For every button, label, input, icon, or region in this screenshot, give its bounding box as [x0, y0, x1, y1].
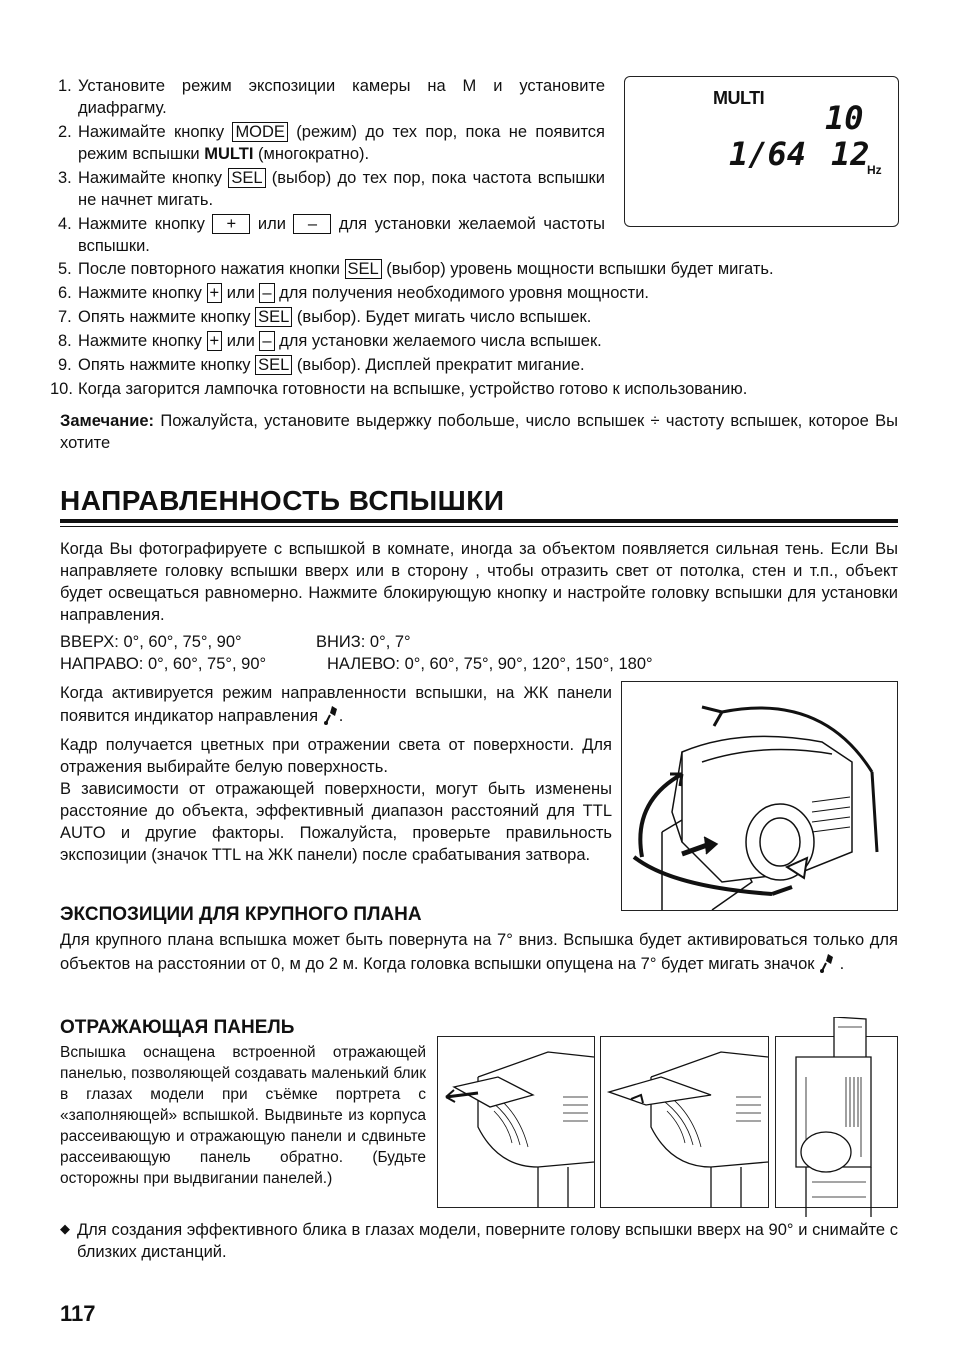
note-text: Пожалуйста, установите выдержку побольше, число вспышек ÷ частоту вспышек, которое Вы хотите — [60, 412, 898, 452]
sel-key: SEL — [255, 355, 292, 375]
plus-key: + — [212, 214, 250, 234]
closeup-indicator-icon — [819, 952, 835, 974]
section2-text: Для крупного плана вспышка может быть повернута на 7° вниз. Вспышка будет активироваться только для объектов на расстоянии от 0, м до 2 м. Когда головка вспышки опущена на 7° будет мигать значок . — [60, 931, 898, 973]
bounce-indicator-icon — [323, 704, 339, 726]
section-title-closeup: ЭКСПОЗИЦИИ ДЛЯ КРУПНОГО ПЛАНА — [60, 904, 422, 925]
angles-left: НАЛЕВО: 0°, 60°, 75°, 90°, 120°, 150°, 180° — [327, 655, 653, 673]
lcd-power: 1/64 — [729, 135, 807, 173]
bullet-diamond: ◆ — [60, 1222, 70, 1237]
step-8: 8. Нажмите кнопку + или – для установки желаемого числа вспышек. — [58, 332, 602, 350]
step-7: 7. Опять нажмите кнопку SEL (выбор). Будет мигать число вспышек. — [58, 308, 592, 326]
page-number: 117 — [60, 1301, 96, 1326]
lcd-freq: 12 — [831, 135, 870, 173]
reflector-drawing-3 — [776, 1017, 897, 1217]
heading-rule-thick — [60, 519, 898, 523]
flash-rotation-figure — [621, 681, 898, 911]
lcd-display — [624, 76, 899, 227]
plus-key: + — [207, 283, 223, 303]
section3-bullet: ◆ Для создания эффективного блика в глазах модели, поверните голову вспышки вверх на 90° и снимайте с близких дистанций. — [60, 1221, 898, 1261]
step-4: 4. Нажмите кнопку + или – для установки желаемой частоты вспышки. — [58, 215, 605, 255]
step-10: 10. Когда загорится лампочка готовности на вспышке, устройство готово к использованию. — [50, 380, 748, 398]
lcd-count: 10 — [825, 99, 864, 137]
sel-key: SEL — [228, 168, 265, 188]
section1-p1: Когда активируется режим направленности вспышки, на ЖК панели появится индикатор направления . — [60, 684, 612, 725]
section3-text: Вспышка оснащена встроенной отражающей панелью, позволяющей создавать маленький блик в глазах модели при съёмке портрета с «заполняющей» вспышкой. Выдвиньте из корпуса рассеивающую и отражающую панели и сдвиньте рассеивающую панель обратно. (Будьте осторожны при выдвигании панелей.) — [60, 1044, 426, 1187]
reflector-drawing-1 — [438, 1037, 594, 1207]
angles-right: НАПРАВО: 0°, 60°, 75°, 90° — [60, 655, 267, 673]
step-1: 1. Установите режим экспозиции камеры на М и установите диафрагму. — [58, 77, 605, 117]
steps-top — [60, 75, 605, 259]
reflector-drawing-2 — [601, 1037, 768, 1207]
step-5: 5. После повторного нажатия кнопки SEL (выбор) уровень мощности вспышки будет мигать. — [58, 260, 774, 278]
lcd-mode: MULTI — [713, 88, 765, 108]
minus-key: – — [259, 283, 274, 303]
sel-key: SEL — [255, 307, 292, 327]
lcd-unit: Hz — [867, 163, 882, 177]
step-2: 2. Нажимайте кнопку MODE (режим) до тех пор, пока не появится режим вспышки MULTI (многократно). — [58, 123, 605, 163]
minus-key: – — [293, 214, 331, 234]
step-3: 3. Нажимайте кнопку SEL (выбор) до тех пор, пока частота вспышки не начнет мигать. — [58, 169, 605, 209]
steps-bottom — [50, 258, 898, 402]
mode-key: MODE — [232, 122, 288, 142]
angles-up: ВВЕРХ: 0°, 60°, 75°, 90° — [60, 633, 242, 651]
note-label: Замечание: — [60, 412, 155, 430]
step-9: 9. Опять нажмите кнопку SEL (выбор). Дисплей прекратит мигание. — [58, 356, 585, 374]
section-title-direction: НАПРАВЛЕННОСТЬ ВСПЫШКИ — [60, 485, 505, 516]
reflector-figure-1 — [437, 1036, 595, 1208]
reflector-figure-3 — [775, 1036, 898, 1208]
sel-key: SEL — [345, 259, 382, 279]
section1-p2: Кадр получается цветных при отражении света от поверхности. Для отражения выбирайте белую поверхность. — [60, 736, 612, 776]
section1-p3: В зависимости от отражающей поверхности, могут быть изменены расстояние до объекта, эффективный диапазон расстояний для TTL AUTO и другие факторы. Пожалуйста, проверьте правильность экспозиции (значок TTL на ЖК панели) после срабатывания затвора. — [60, 780, 612, 864]
note — [60, 410, 898, 454]
heading-rule-thin — [60, 526, 898, 527]
reflector-figure-2 — [600, 1036, 769, 1208]
section1-intro: Когда Вы фотографируете с вспышкой в комнате, иногда за объектом появляется сильная тень. Если Вы направляете головку вспышки вверх или в сторону , чтобы отразить свет от потолка, стен и т.п., объект будет освещаться равномерно. Нажмите блокирующую кнопку и настройте головку вспышки для установки направления. — [60, 540, 898, 624]
minus-key: – — [259, 331, 274, 351]
plus-key: + — [207, 331, 223, 351]
flash-rotation-drawing — [622, 682, 897, 910]
step-6: 6. Нажмите кнопку + или – для получения необходимого уровня мощности. — [58, 284, 650, 302]
section-title-reflector: ОТРАЖАЮЩАЯ ПАНЕЛЬ — [60, 1017, 295, 1038]
angles-down: ВНИЗ: 0°, 7° — [316, 633, 411, 651]
